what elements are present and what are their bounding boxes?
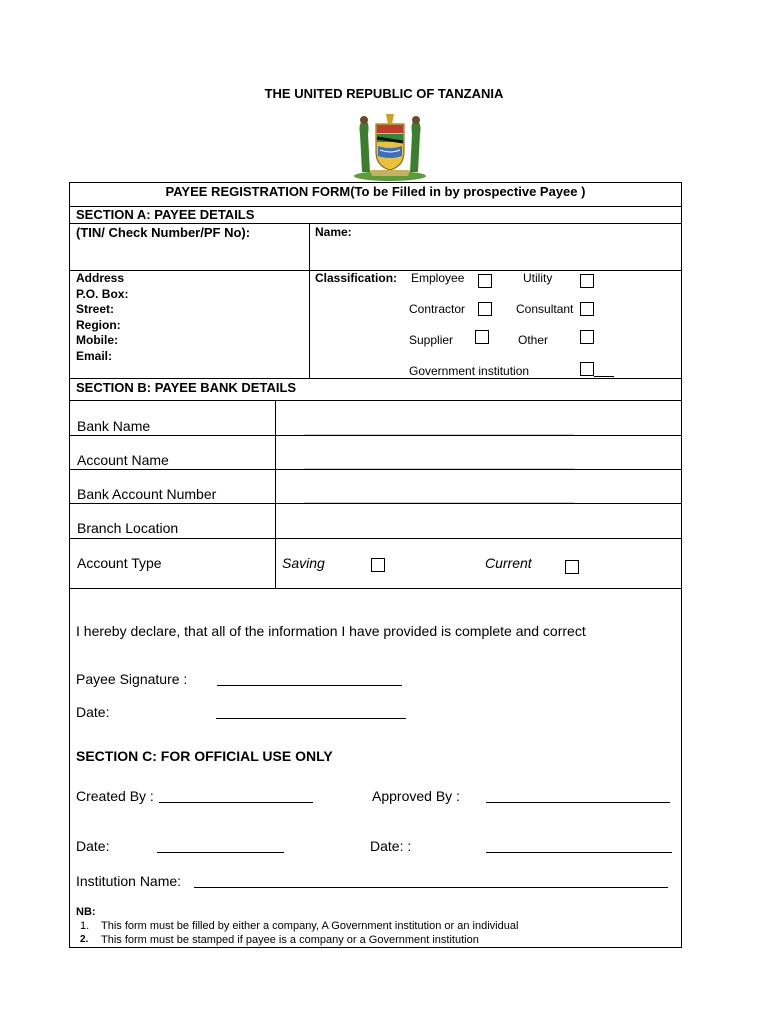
- approved-by-label: Approved By :: [372, 788, 460, 804]
- address-label: Address: [76, 271, 125, 285]
- account-type-label: Account Type: [77, 555, 162, 571]
- region-label: Region:: [76, 317, 121, 332]
- option-contractor-label: Contractor: [409, 302, 466, 316]
- bank-name-field[interactable]: [280, 403, 676, 433]
- saving-checkbox[interactable]: [371, 558, 385, 572]
- street-label: Street:: [76, 302, 115, 316]
- other-checkbox[interactable]: [580, 330, 594, 344]
- classification-label: Classification:: [315, 271, 398, 285]
- section-a-title: SECTION A: PAYEE DETAILS: [76, 207, 255, 222]
- nb-item-2-number: 2.: [80, 934, 89, 945]
- declaration-text: I hereby declare, that all of the information I have provided is complete and correct: [76, 623, 586, 639]
- tin-label: (TIN/ Check Number/PF No):: [76, 225, 251, 240]
- official-date-left-line[interactable]: [157, 852, 284, 853]
- official-date-right-label: Date: :: [370, 838, 412, 854]
- address-block: [76, 271, 128, 364]
- government-checkbox[interactable]: [580, 362, 594, 376]
- option-consultant-label: Consultant: [516, 302, 574, 316]
- nb-item-1-text: This form must be filled by either a company, A Government institution or an individual: [101, 920, 519, 932]
- saving-label: Saving: [282, 555, 325, 571]
- mobile-label: Mobile:: [76, 333, 118, 347]
- supplier-checkbox[interactable]: [475, 330, 489, 344]
- created-by-line[interactable]: [159, 802, 313, 803]
- branch-location-field[interactable]: [280, 506, 676, 536]
- nb-title: NB:: [76, 906, 96, 918]
- payee-signature-label: Payee Signature :: [76, 671, 188, 687]
- official-date-right-line[interactable]: [486, 852, 672, 853]
- email-label: Email:: [76, 348, 113, 363]
- po-box-label: P.O. Box:: [76, 286, 129, 301]
- option-employee-label: Employee: [411, 271, 465, 285]
- page-title: THE UNITED REPUBLIC OF TANZANIA: [264, 86, 504, 101]
- created-by-label: Created By :: [76, 788, 154, 804]
- account-name-field[interactable]: [280, 438, 676, 468]
- contractor-checkbox[interactable]: [478, 302, 492, 316]
- bank-account-number-label: Bank Account Number: [77, 486, 217, 502]
- official-date-left-label: Date:: [76, 838, 110, 854]
- payee-date-line[interactable]: [216, 718, 406, 719]
- account-name-label: Account Name: [77, 452, 169, 468]
- nb-item-1-number: 1.: [80, 920, 90, 932]
- institution-name-label: Institution Name:: [76, 873, 182, 889]
- consultant-checkbox[interactable]: [580, 302, 594, 316]
- option-supplier-label: Supplier: [409, 333, 454, 347]
- tin-field[interactable]: [76, 244, 304, 266]
- institution-name-line[interactable]: [194, 887, 668, 888]
- employee-checkbox[interactable]: [478, 274, 492, 288]
- approved-by-line[interactable]: [486, 802, 670, 803]
- section-c-title: SECTION C: FOR OFFICIAL USE ONLY: [76, 748, 333, 764]
- form-title: PAYEE REGISTRATION FORM(To be Filled in by prospective Payee ): [165, 184, 586, 199]
- payee-date-label: Date:: [76, 704, 110, 720]
- option-other-label: Other: [518, 333, 549, 347]
- option-utility-label: Utility: [523, 271, 553, 285]
- bank-name-label: Bank Name: [77, 418, 151, 434]
- payee-signature-line[interactable]: [217, 685, 402, 686]
- branch-location-label: Branch Location: [77, 520, 179, 536]
- current-checkbox[interactable]: [565, 560, 579, 574]
- bank-account-number-field[interactable]: [280, 472, 676, 502]
- name-label: Name:: [315, 225, 352, 239]
- option-government-label: Government institution: [409, 364, 530, 378]
- section-b-title: SECTION B: PAYEE BANK DETAILS: [76, 380, 297, 395]
- nb-item-2-text: This form must be stamped if payee is a company or a Government institution: [101, 934, 479, 946]
- utility-checkbox[interactable]: [580, 274, 594, 288]
- coat-of-arms-emblem: [350, 112, 430, 182]
- current-label: Current: [485, 555, 532, 571]
- name-field[interactable]: [316, 244, 676, 266]
